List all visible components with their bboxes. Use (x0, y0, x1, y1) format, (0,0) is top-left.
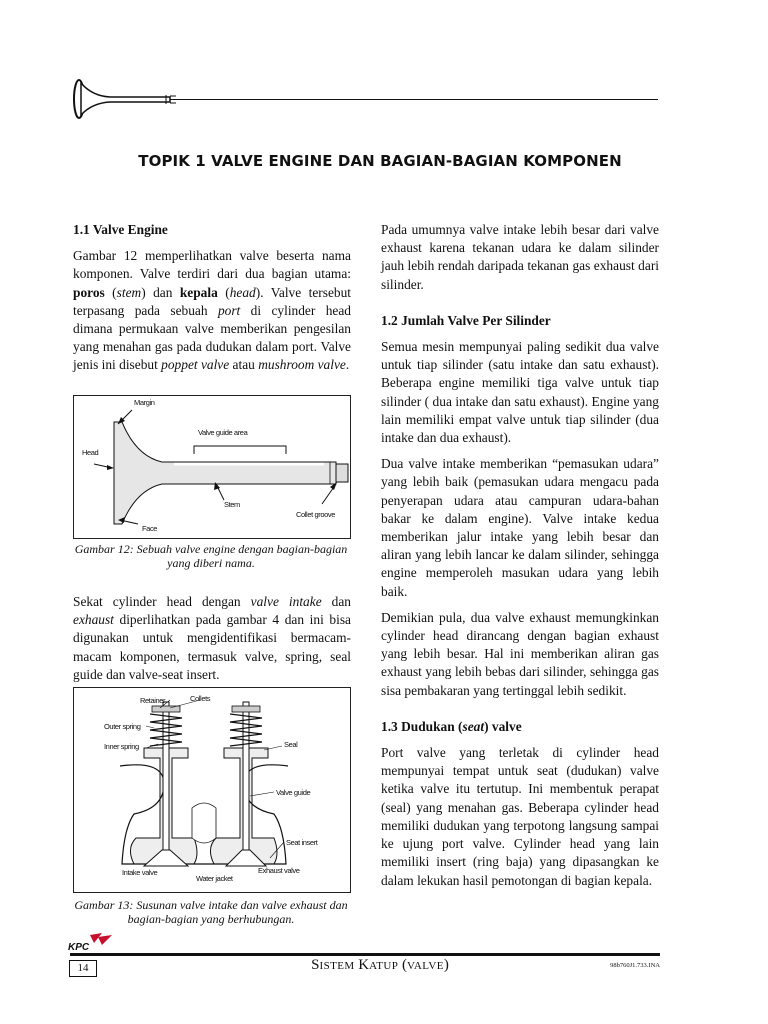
text-run: ( (217, 284, 230, 300)
section-heading-1-2: 1.2 Jumlah Valve Per Silinder (381, 312, 551, 328)
label-margin: Margin (134, 398, 155, 407)
text-run: ) dan (141, 284, 180, 300)
figure-12-valve-diagram (73, 395, 351, 539)
left-column-bottom (73, 593, 351, 692)
text-run: dan (321, 594, 351, 609)
label-collet-groove: Collet groove (296, 510, 335, 519)
text-run: di cylinder head dimana permukaan valve memberikan pengesilan yang menahan gas pada dudukan dalam port. Valve jenis ini disebut (73, 302, 351, 373)
section-heading-1-1: 1.1 Valve Engine (73, 222, 168, 237)
header-rule (170, 99, 658, 100)
text-run: head (229, 284, 256, 300)
figure-12-caption: Gambar 12: Sebuah valve engine dengan bagian-bagian yang diberi nama. (74, 542, 348, 570)
label-seat-insert: Seat insert (286, 838, 318, 847)
label-seal: Seal (284, 740, 298, 749)
figure-13-caption: Gambar 13: Susunan valve intake dan valve exhaust dan bagian-bagian yang berhubungan. (74, 898, 348, 926)
text-run: ). Valve tersebut terpasang pada sebuah (73, 284, 352, 318)
text-run: ) valve (484, 718, 522, 734)
paragraph-valves-per-cylinder: Semua mesin mempunyai paling sedikit dua valve untuk tiap silinder (satu intake dan satu exhaust). Beberapa engine memiliki tiga valve untuk tiap silinder ( dua intake dan satu exhaust). Engine yang lain memiliki empat valve untuk tiap silinder (dua intake dan dua exhaust). (381, 339, 659, 446)
label-stem: Stem (224, 500, 240, 509)
right-column (381, 221, 659, 898)
document-code: 98b760J1.733.INA (610, 962, 660, 969)
text-run: poros (73, 284, 105, 300)
label-outer-spring: Outer spring (104, 722, 141, 731)
label-retainer: Retainer (140, 696, 166, 705)
label-inner-spring: Inner spring (104, 742, 139, 751)
text-run: port (217, 302, 241, 318)
label-intake-valve: Intake valve (122, 868, 158, 877)
paragraph-valve-seat: Port valve yang terletak di cylinder head mempunyai tempat untuk seat (dudukan) valve ketika valve itu tertutup. Ini membentuk perapat (seal) yang menahan gas. Beberapa cylinder head memiliki dudukan yang terpotong langsung sampai ke ujung port valve. Cylinder head yang lain memiliki insert (ring baja) yang dipasangkan ke dalam lekukan hasil pemotongan di bagian kepala. (381, 745, 659, 888)
paragraph-valve-engine (73, 247, 351, 374)
paragraph-two-exhaust: Demikian pula, dua valve exhaust memungkinkan cylinder head dirancang dengan bagian exhaust yang lebih besar. Hal ini memberikan aliran gas exhaust yang lebih bebas dari silinder, sehingga gas sisa pembakaran yang tertinggal lebih sedikit. (381, 609, 659, 698)
label-collets: Collets (190, 694, 211, 703)
kpc-logo-text: KPC (68, 942, 90, 953)
label-water-jacket: Water jacket (196, 874, 233, 883)
label-valve-guide-area: Valve guide area (198, 428, 248, 437)
paragraph-cylinder-head (73, 593, 351, 684)
text-run: poppet valve (161, 357, 230, 373)
text-run: stem (116, 284, 142, 300)
text-run: atau (229, 357, 259, 373)
text-run: Sekat cylinder head dengan (73, 594, 251, 609)
section-heading-1-3 (381, 718, 659, 736)
paragraph-two-intake: Dua valve intake memberikan “pemasukan udara” yang lebih baik (pemasukan udara mengacu pada penyerapan udara atau campuran udara-bahan bakar ke dalam engine). Valve intake kedua memberikan jalur intake yang lebih besar dan aliran yang lebih lancar ke dalam silinder, sehingga engine memperoleh masukan udara yang lebih baik. (381, 456, 659, 599)
label-valve-guide: Valve guide (276, 788, 311, 797)
text-run: valve intake (250, 594, 322, 609)
header-valve-graphic (70, 74, 180, 129)
text-run: kepala (179, 284, 218, 300)
paragraph-intake-larger: Pada umumnya valve intake lebih besar dari valve exhaust karena tekanan udara ke dalam silinder jauh lebih rendah daripada tekanan gas exhaust dari silinder. (381, 222, 659, 292)
page-number: 14 (69, 960, 97, 977)
footer-title: SISTEM KATUP (VALVE) (311, 957, 449, 973)
figure-13-valve-assembly (73, 687, 351, 893)
page-title: TOPIK 1 VALVE ENGINE DAN BAGIAN-BAGIAN KOMPONEN (138, 152, 622, 170)
text-run: 1.3 Dudukan ( (381, 718, 463, 734)
label-exhaust-valve: Exhaust valve (258, 866, 300, 875)
text-run: diperlihatkan pada gambar 4 dan ini bisa digunakan untuk mengidentifikasi bermacam-macam komponen, termasuk valve, spring, seal guide dan valve-seat insert. (73, 612, 351, 682)
text-run: mushroom valve (258, 357, 346, 373)
text-run: exhaust (73, 612, 114, 628)
text-run: . (345, 357, 350, 373)
text-run: ( (104, 284, 117, 300)
left-column-top (73, 221, 351, 383)
label-face: Face (142, 524, 158, 533)
footer-rule (70, 953, 660, 956)
text-run: Gambar 12 memperlihatkan valve beserta nama komponen. Valve terdiri dari dua bagian utama: (73, 248, 351, 282)
label-head: Head (82, 448, 99, 457)
text-run: seat (462, 718, 485, 734)
